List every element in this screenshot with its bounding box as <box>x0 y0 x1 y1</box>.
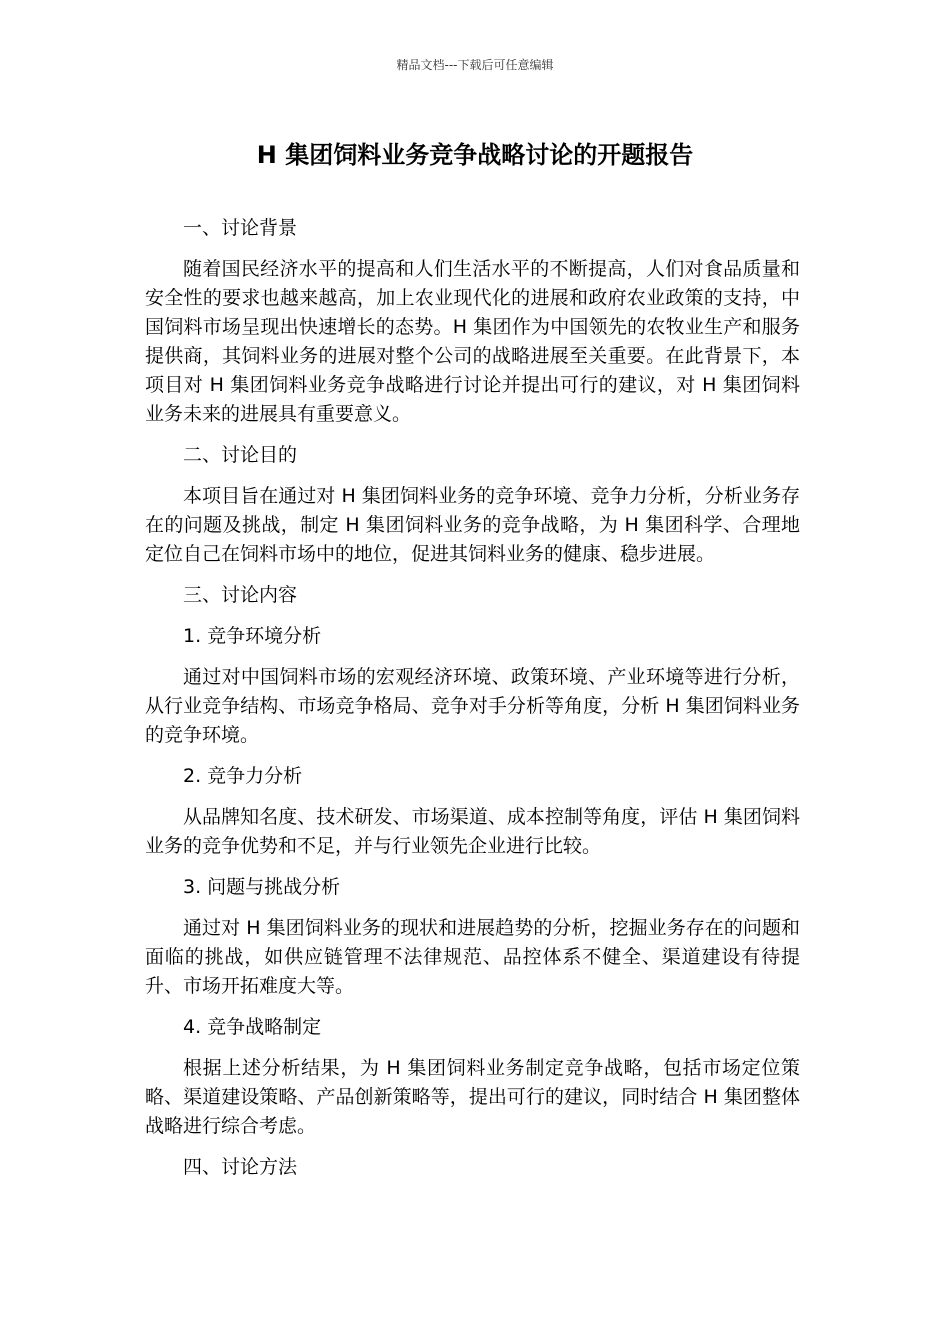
subheading-competitive-environment: 1. 竞争环境分析 <box>183 625 322 647</box>
subheading-competitiveness: 2. 竞争力分析 <box>183 765 303 787</box>
section-heading-method: 四、讨论方法 <box>183 1156 298 1178</box>
paragraph-purpose: 本项目旨在通过对 H 集团饲料业务的竞争环境、竞争力分析，分析业务存在的问题及挑战，制定 H 集团饲料业务的竞争战略，为 H 集团科学、合理地定位自己在饲料市场中的地位，促进其饲料业务的健康、稳步进展。 <box>145 485 800 565</box>
paragraph-background: 随着国民经济水平的提高和人们生活水平的不断提高，人们对食品质量和安全性的要求也越来越高，加上农业现代化的进展和政府农业政策的支持，中国饲料市场呈现出快速增长的态势。H 集团作为中国领先的农牧业生产和服务提供商，其饲料业务的进展对整个公司的战略进展至关重要。在此背景下，本项目对 H 集团饲料业务竞争战略进行讨论并提出可行的建议，对 H 集团饲料业务未来的进展具有重要意义。 <box>145 258 800 425</box>
subheading-strategy: 4. 竞争战略制定 <box>183 1016 322 1038</box>
section-heading-content: 三、讨论内容 <box>183 584 298 606</box>
section-heading-purpose: 二、讨论目的 <box>183 444 298 466</box>
subheading-problems-challenges: 3. 问题与挑战分析 <box>183 876 341 898</box>
page-header: 精品文档---下载后可任意编辑 <box>396 58 554 72</box>
document-title: H 集团饲料业务竞争战略讨论的开题报告 <box>256 141 694 169</box>
paragraph-competitive-environment: 通过对中国饲料市场的宏观经济环境、政策环境、产业环境等进行分析，从行业竞争结构、市场竞争格局、竞争对手分析等角度，分析 H 集团饲料业务的竞争环境。 <box>145 666 800 746</box>
paragraph-problems-challenges: 通过对 H 集团饲料业务的现状和进展趋势的分析，挖掘业务存在的问题和面临的挑战，如供应链管理不法律规范、品控体系不健全、渠道建设有待提升、市场开拓难度大等。 <box>145 917 800 997</box>
paragraph-competitiveness: 从品牌知名度、技术研发、市场渠道、成本控制等角度，评估 H 集团饲料业务的竞争优势和不足，并与行业领先企业进行比较。 <box>145 806 800 857</box>
document-body <box>145 214 800 1194</box>
section-heading-background: 一、讨论背景 <box>183 217 298 239</box>
paragraph-strategy: 根据上述分析结果，为 H 集团饲料业务制定竞争战略，包括市场定位策略、渠道建设策略、产品创新策略等，提出可行的建议，同时结合 H 集团整体战略进行综合考虑。 <box>145 1057 800 1137</box>
